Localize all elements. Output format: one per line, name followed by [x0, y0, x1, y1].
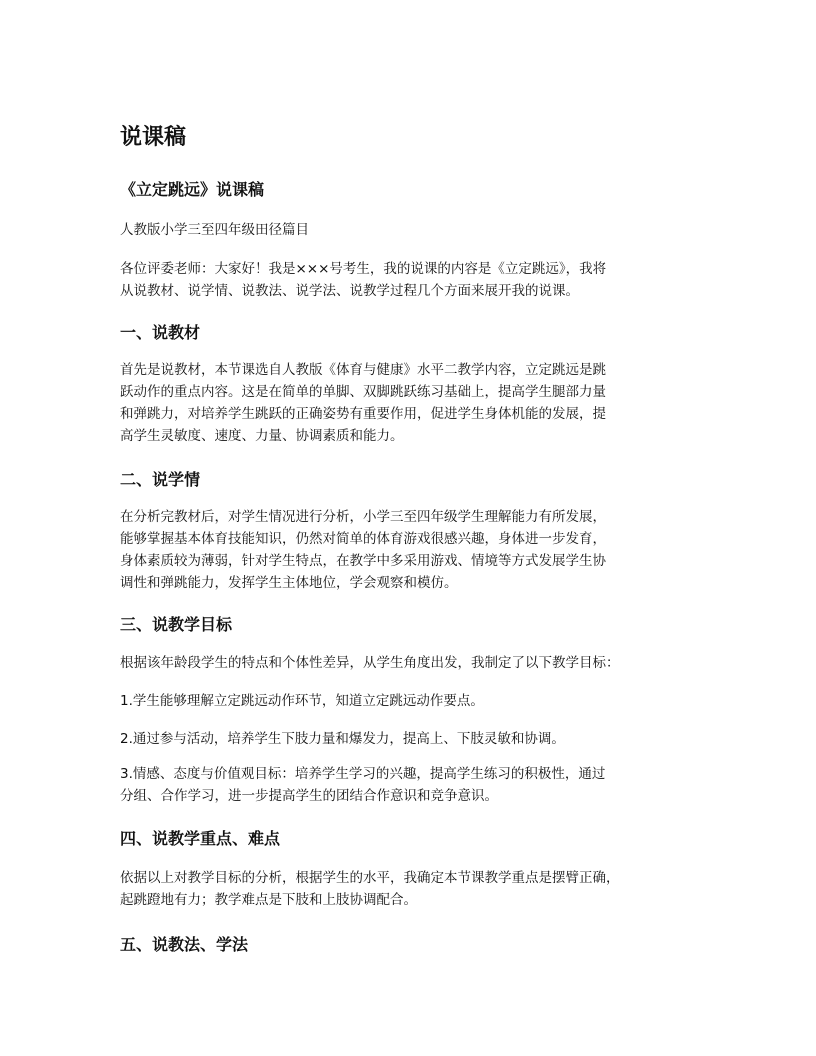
source-line: 人教版小学三至四年级田径篇目 — [120, 222, 309, 238]
text-line: 3.情感、态度与价值观目标：培养学生学习的兴趣，提高学生练习的积极性，通过 — [120, 766, 606, 782]
section-heading-teaching-material: 一、说教材 — [120, 323, 201, 342]
text-line: 和弹跳力，对培养学生跳跃的正确姿势有重要作用，促进学生身体机能的发展，提 — [120, 406, 606, 422]
goal-item — [120, 763, 700, 807]
section-heading-methods: 五、说教法、学法 — [120, 935, 249, 954]
text-line: 根据该年龄段学生的特点和个体性差异，从学生角度出发，我制定了以下教学目标： — [120, 655, 620, 671]
section-heading-key-points: 四、说教学重点、难点 — [120, 829, 281, 848]
text-line: 高学生灵敏度、速度、力量、协调素质和能力。 — [120, 428, 404, 444]
text-line: 2.通过参与活动，培养学生下肢力量和爆发力，提高上、下肢灵敏和协调。 — [120, 731, 565, 747]
text-line: 能够掌握基本体育技能知识，仍然对简单的体育游戏很感兴趣，身体进一步发育， — [120, 531, 606, 547]
text-line: 各位评委老师：大家好！我是×××号考生，我的说课的内容是《立定跳远》，我将 — [120, 261, 607, 277]
text-line: 依据以上对教学目标的分析，根据学生的水平，我确定本节课教学重点是摆臂正确， — [120, 870, 620, 886]
document-title: 说课稿 — [120, 125, 187, 150]
intro-paragraph — [120, 258, 700, 302]
text-line: 调性和弹跳能力，发挥学生主体地位，学会观察和模仿。 — [120, 575, 458, 591]
section-paragraph — [120, 867, 700, 911]
goal-item — [120, 728, 700, 750]
document-subtitle: 《立定跳远》说课稿 — [120, 180, 265, 199]
text-line: 1.学生能够理解立定跳远动作环节，知道立定跳远动作要点。 — [120, 693, 484, 709]
text-line: 从说教材、说学情、说教法、说学法、说教学过程几个方面来展开我的说课。 — [120, 283, 579, 299]
text-line: 分组、合作学习，进一步提高学生的团结合作意识和竞争意识。 — [120, 788, 498, 804]
text-line: 身体素质较为薄弱，针对学生特点，在教学中多采用游戏、情境等方式发展学生协 — [120, 553, 606, 569]
text-line: 跃动作的重点内容。这是在简单的单脚、双脚跳跃练习基础上，提高学生腿部力量 — [120, 384, 606, 400]
goal-item — [120, 690, 700, 712]
text-line: 首先是说教材，本节课选自人教版《体育与健康》水平二教学内容，立定跳远是跳 — [120, 362, 606, 378]
section-paragraph — [120, 359, 700, 447]
text-line: 在分析完教材后，对学生情况进行分析，小学三至四年级学生理解能力有所发展， — [120, 509, 606, 525]
section-heading-student-analysis: 二、说学情 — [120, 470, 201, 489]
section-paragraph — [120, 652, 700, 674]
section-paragraph — [120, 506, 700, 594]
section-heading-teaching-goals: 三、说教学目标 — [120, 615, 233, 634]
text-line: 起跳蹬地有力；教学难点是下肢和上肢协调配合。 — [120, 892, 417, 908]
